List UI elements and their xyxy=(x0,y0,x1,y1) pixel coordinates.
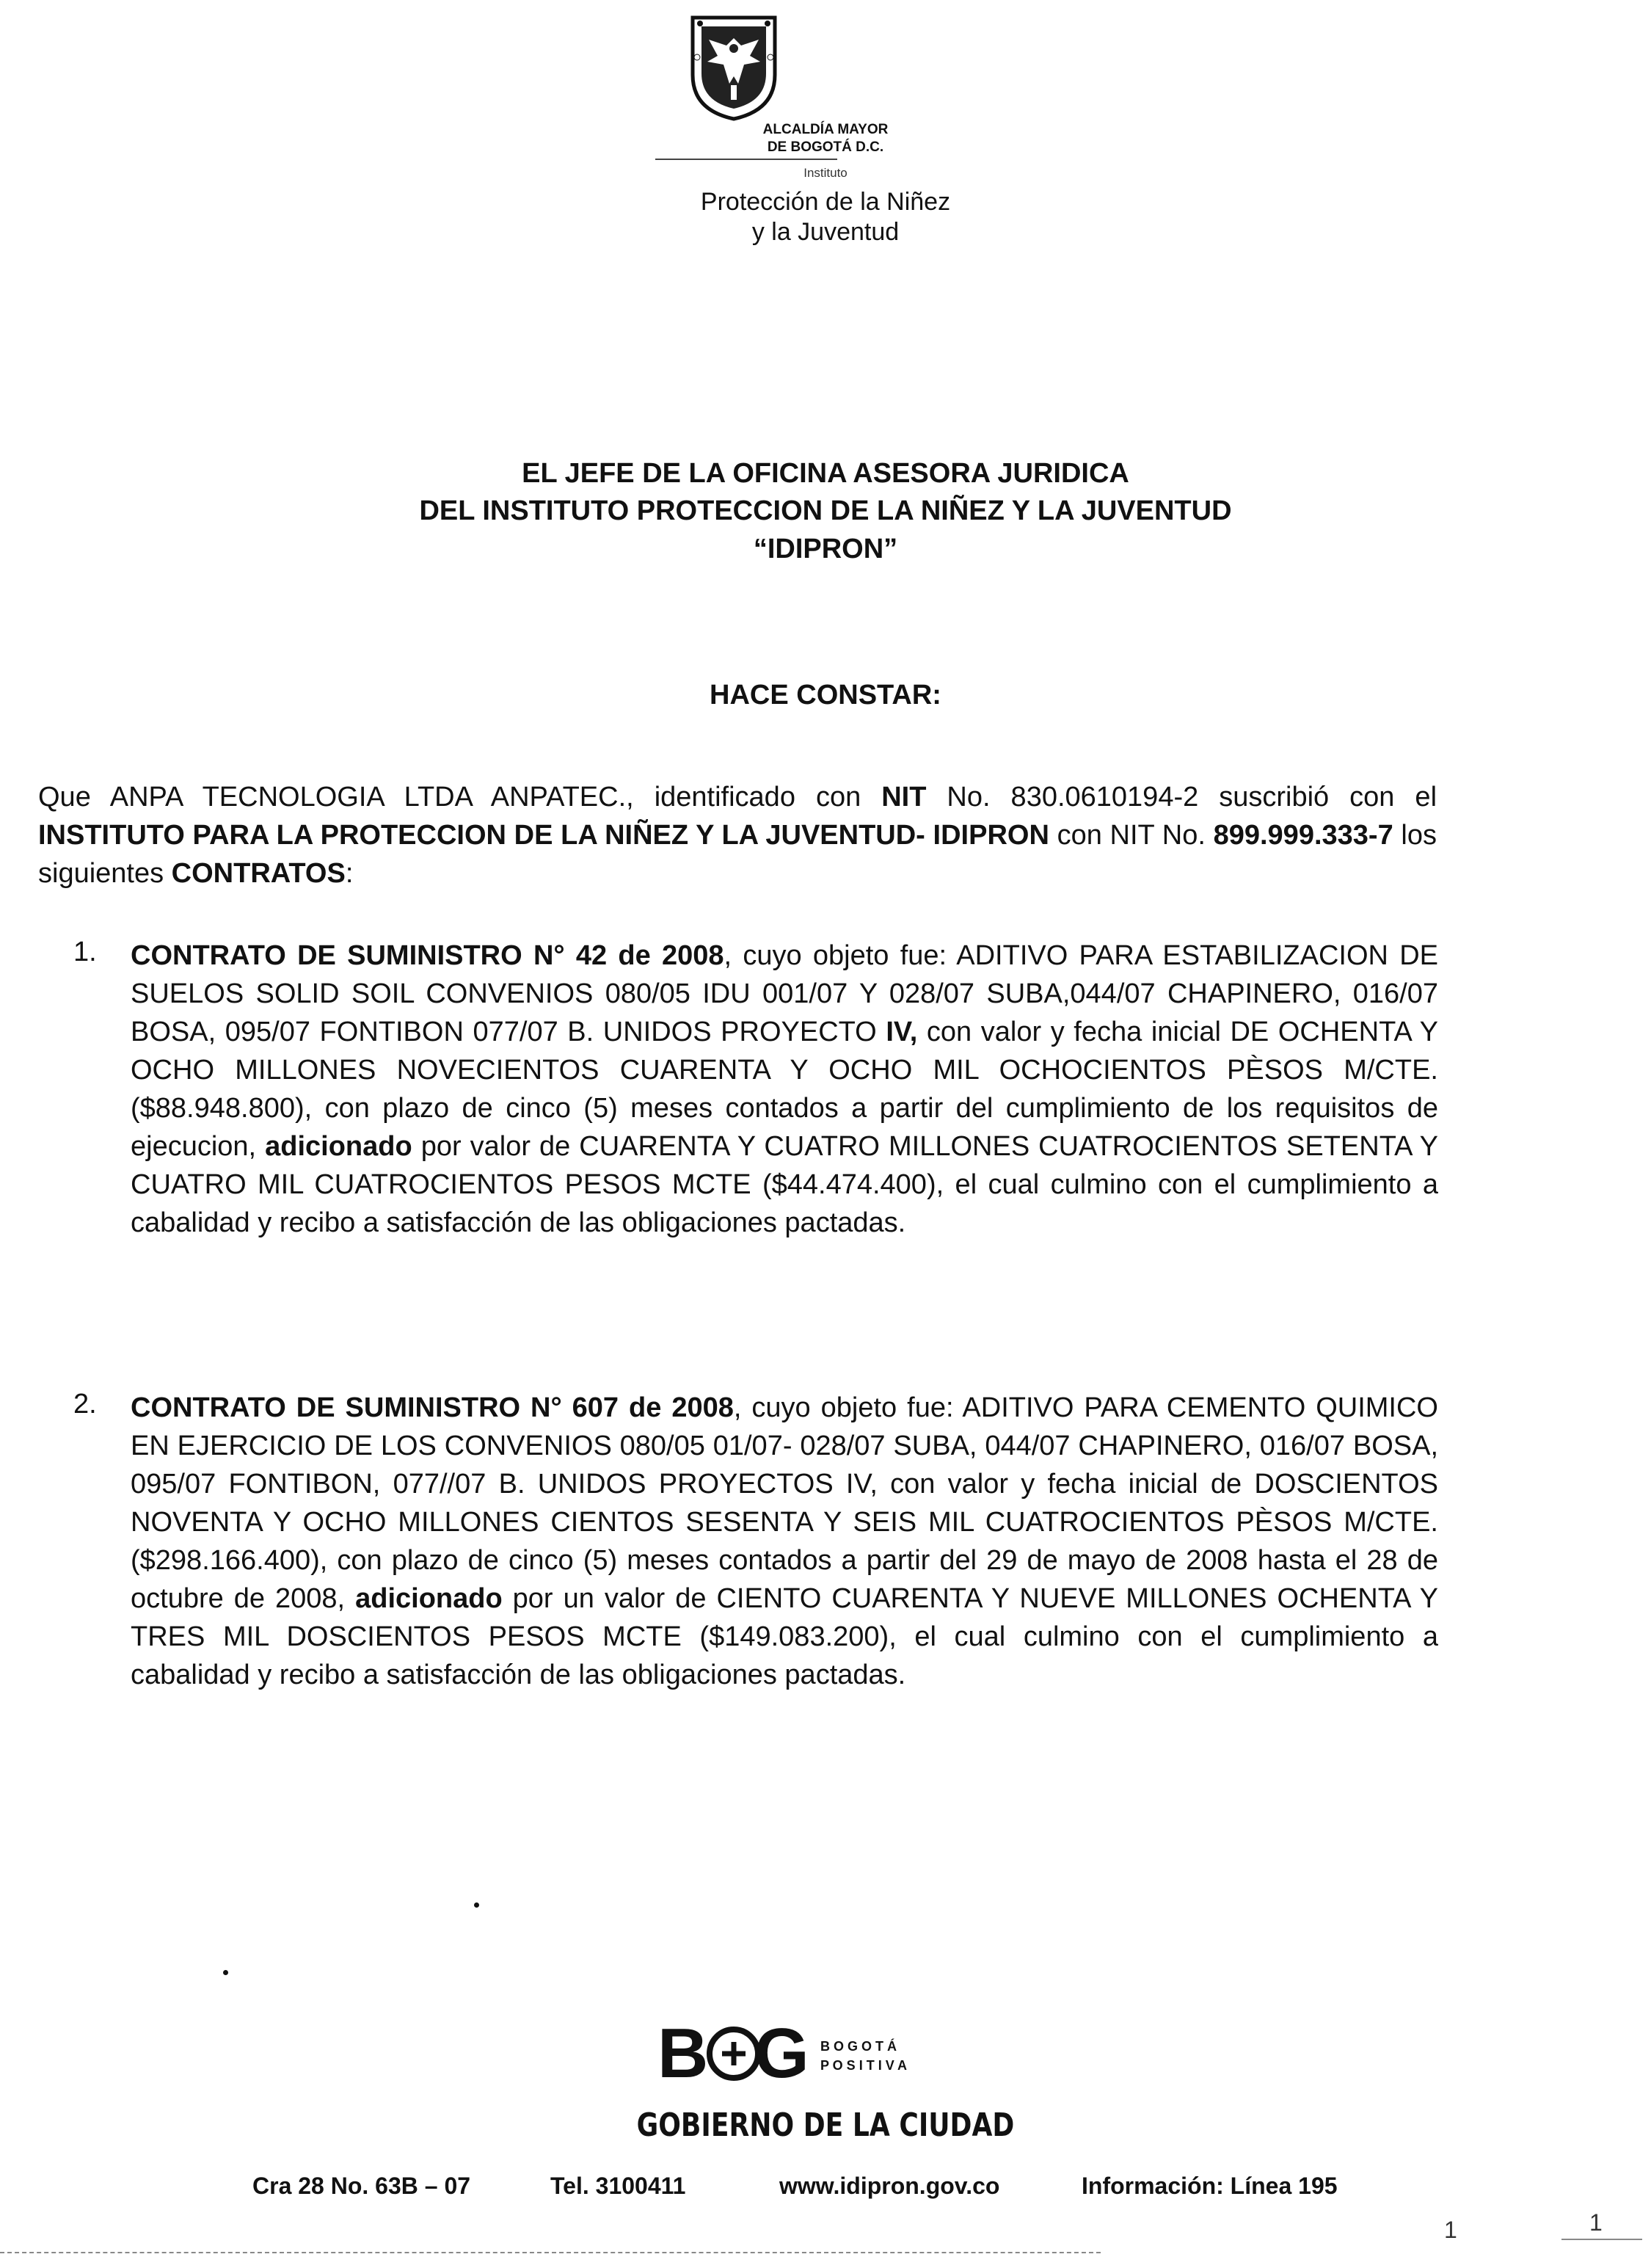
footer-address: Cra 28 No. 63B – 07 xyxy=(252,2173,471,2199)
svg-text:B: B xyxy=(657,2017,704,2090)
instituto-name-line-2: y la Juventud xyxy=(751,218,900,246)
contract-1-number: 1. xyxy=(73,937,97,967)
document-title-line-2: DEL INSTITUTO PROTECCION DE LA NIÑEZ Y LA JUVENTUD xyxy=(419,495,1232,526)
bogota-coat-of-arms xyxy=(687,13,781,122)
bogota-positiva-logo xyxy=(657,2017,995,2094)
header-divider xyxy=(655,159,837,160)
svg-text:P O S I T I V A: P O S I T I V A xyxy=(820,2058,908,2073)
scan-speck xyxy=(474,1902,479,1908)
alcaldia-line-1: ALCALDÍA MAYOR xyxy=(762,122,889,137)
scan-edge-line xyxy=(1561,2239,1642,2240)
page-mark-2: 1 xyxy=(1589,2209,1603,2236)
hace-constar-heading: HACE CONSTAR: xyxy=(710,680,941,710)
scan-speck xyxy=(223,1970,228,1975)
scan-edge-line xyxy=(0,2252,1101,2253)
document-title-line-1: EL JEFE DE LA OFICINA ASESORA JURIDICA xyxy=(522,458,1129,489)
svg-text:G: G xyxy=(754,2017,809,2090)
svg-text:B O G O T Á: B O G O T Á xyxy=(820,2039,897,2054)
page-mark-1: 1 xyxy=(1444,2217,1457,2243)
instituto-label: Instituto xyxy=(803,166,848,180)
contract-2-paragraph: CONTRATO DE SUMINISTRO N° 607 de 2008, cuyo objeto fue: ADITIVO PARA CEMENTO QUIMICO EN EJERCICIO DE LOS CONVENIOS 080/05 01/07- 028/07 SUBA, 044/07 CHAPINERO, 016/07 BOSA, 095/07 FONTIBON, 077//07 B. UNIDOS PROYECTOS IV, con valor y fecha inicial de DOSCIENTOS NOVENTA Y OCHO MILLONES CIENTOS SESENTA Y SEIS MIL CUATROCIENTOS PÈSOS M/CTE. ($298.166.400), con plazo de cinco (5) meses contados a partir del 29 de mayo de 2008 hasta el 28 de octubre de 2008, adicionado por un valor de CIENTO CUARENTA Y NUEVE MILLONES OCHENTA Y TRES MIL DOSCIENTOS PESOS MCTE ($149.083.200), el cual culmino con el cumplimiento a cabalidad y recibo a satisfacción de las obligaciones pactadas. xyxy=(131,1392,1438,1690)
gobierno-de-la-ciudad: GOBIERNO DE LA CIUDAD xyxy=(636,2107,1015,2144)
contract-2-number: 2. xyxy=(73,1389,97,1420)
footer-telephone: Tel. 3100411 xyxy=(550,2173,686,2199)
alcaldia-line-2: DE BOGOTÁ D.C. xyxy=(767,139,884,155)
intro-paragraph: Que ANPA TECNOLOGIA LTDA ANPATEC., identificado con NIT No. 830.0610194-2 suscribió con el INSTITUTO PARA LA PROTECCION DE LA NIÑEZ Y LA JUVENTUD- IDIPRON con NIT No. 899.999.333-7 los siguientes CONTRATOS: xyxy=(38,782,1437,889)
document-title-line-3: “IDIPRON” xyxy=(753,534,898,564)
instituto-name-line-1: Protección de la Niñez xyxy=(700,188,951,216)
footer-website-link[interactable]: www.idipron.gov.co xyxy=(779,2173,1000,2199)
footer-info-line: Información: Línea 195 xyxy=(1082,2173,1338,2199)
contract-1-paragraph: CONTRATO DE SUMINISTRO N° 42 de 2008, cuyo objeto fue: ADITIVO PARA ESTABILIZACION DE SUELOS SOLID SOIL CONVENIOS 080/05 IDU 001/07 Y 028/07 SUBA,044/07 CHAPINERO, 016/07 BOSA, 095/07 FONTIBON 077/07 B. UNIDOS PROYECTO IV, con valor y fecha inicial DE OCHENTA Y OCHO MILLONES NOVECIENTOS CUARENTA Y OCHO MIL OCHOCIENTOS PÈSOS M/CTE. ($88.948.800), con plazo de cinco (5) meses contados a partir del cumplimiento de los requisitos de ejecucion, adicionado por valor de CUARENTA Y CUATRO MILLONES CUATROCIENTOS SETENTA Y CUATRO MIL CUATROCIENTOS PESOS MCTE ($44.474.400), el cual culmino con el cumplimiento a cabalidad y recibo a satisfacción de las obligaciones pactadas. xyxy=(131,940,1439,1238)
